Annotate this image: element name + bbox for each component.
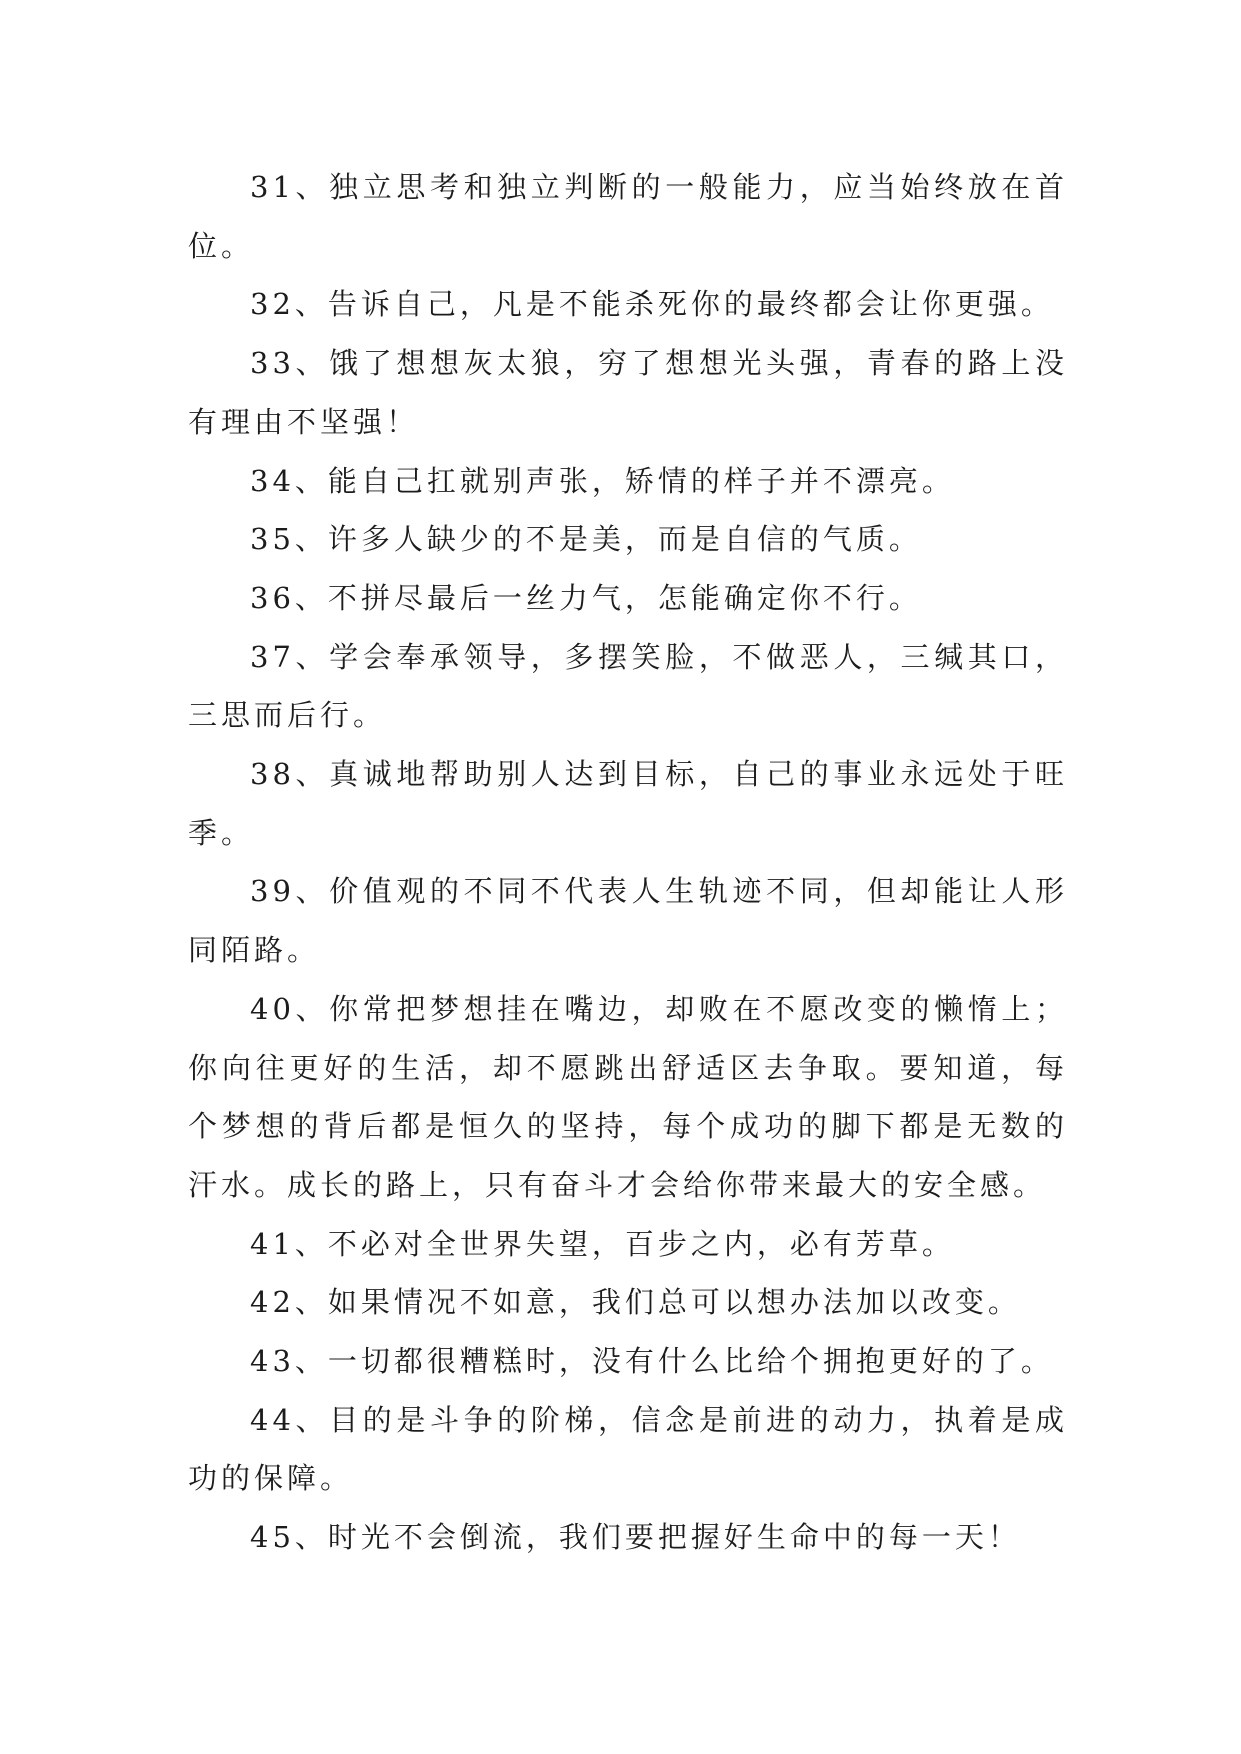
paragraph-31: 31、独立思考和独立判断的一般能力，应当始终放在首位。 [188,170,1068,263]
paragraph-35: 35、许多人缺少的不是美，而是自信的气质。 [250,522,922,557]
paragraph-40: 40、你常把梦想挂在嘴边，却败在不愿改变的懒惰上；你向往更好的生活，却不愿跳出舒适区去争取。要知道，每个梦想的背后都是恒久的坚持，每个成功的脚下都是无数的汗水。成长的路上，只有奋斗才会给你带来最大的安全感。 [188,991,1068,1202]
paragraph-39: 39、价值观的不同不代表人生轨迹不同，但却能让人形同陌路。 [188,874,1068,968]
paragraph-43: 43、一切都很糟糕时，没有什么比给个拥抱更好的了。 [250,1344,1054,1379]
paragraph-32: 32、告诉自己，凡是不能杀死你的最终都会让你更强。 [250,287,1054,322]
paragraph-33: 33、饿了想想灰太狼，穷了想想光头强，青春的路上没有理由不坚强！ [188,346,1068,439]
paragraph-41: 41、不必对全世界失望，百步之内，必有芳草。 [250,1226,955,1261]
paragraph-38: 38、真诚地帮助别人达到目标，自己的事业永远处于旺季。 [188,757,1068,850]
paragraph-36: 36、不拼尽最后一丝力气，怎能确定你不行。 [250,580,922,615]
paragraph-44: 44、目的是斗争的阶梯，信念是前进的动力，执着是成功的保障。 [188,1402,1068,1496]
paragraph-37: 37、学会奉承领导，多摆笑脸，不做恶人，三缄其口，三思而后行。 [188,639,1068,733]
paragraph-42: 42、如果情况不如意，我们总可以想办法加以改变。 [250,1285,1021,1320]
paragraph-45: 45、时光不会倒流，我们要把握好生命中的每一天！ [250,1520,1021,1555]
paragraph-34: 34、能自己扛就别声张，矫情的样子并不漂亮。 [250,463,955,498]
document-body [188,158,1068,1567]
